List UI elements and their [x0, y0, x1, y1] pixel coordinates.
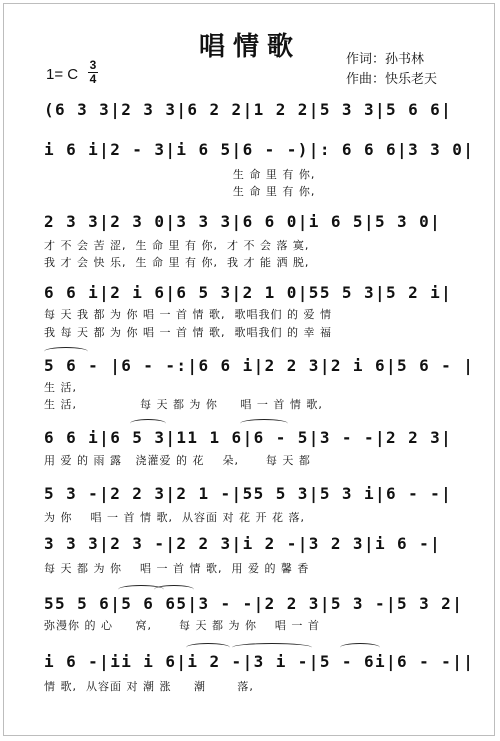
time-signature	[88, 60, 98, 85]
notation-line-5: 5 6 - |6 - -:|6 6 i|2 2 3|2 i 6|5 6 - |	[44, 356, 475, 375]
slur-mark	[240, 419, 288, 428]
slur-mark	[130, 419, 166, 428]
notation-line-3: 2 3 3|2 3 0|3 3 3|6 6 0|i 6 5|5 3 0|	[44, 212, 442, 231]
lyric-line-4a: 每 天 我 都 为 你 唱 一 首 情 歌, 歌唱我们 的 爱 情	[44, 308, 332, 321]
notation-line-9: 55 5 6|5 6 65|3 - -|2 2 3|5 3 -|5 3 2|	[44, 594, 464, 613]
notation-line-10: i 6 -|ii i 6|i 2 -|3 i -|5 - 6i|6 - -||	[44, 652, 475, 671]
lyric-line-9: 弥漫你 的 心 窝, 每 天 都 为 你 唱 一 首	[44, 619, 320, 632]
notation-line-2: i 6 i|2 - 3|i 6 5|6 - -)|: 6 6 6|3 3 0|	[44, 140, 475, 159]
lyric-line-2b: 生 命 里 有 你,	[44, 185, 316, 198]
slur-mark	[154, 585, 194, 594]
notation-line-4: 6 6 i|2 i 6|6 5 3|2 1 0|55 5 3|5 2 i|	[44, 283, 453, 302]
lyricist-credit: 作词：孙书林	[346, 52, 425, 67]
slur-mark	[340, 643, 380, 652]
lyric-line-3a: 才 不 会 苦 涩, 生 命 里 有 你, 才 不 会 落 寞,	[44, 239, 310, 252]
meter-top: 3	[89, 58, 97, 72]
song-title: 唱情歌	[198, 32, 301, 62]
lyric-line-3b: 我 才 会 快 乐, 生 命 里 有 你, 我 才 能 洒 脱,	[44, 256, 310, 269]
notation-line-1: (6 3 3|2 3 3|6 2 2|1 2 2|5 3 3|5 6 6|	[44, 100, 453, 119]
slur-mark	[186, 643, 230, 652]
slur-mark	[44, 347, 88, 356]
composer-credit: 作曲：快乐老天	[346, 72, 438, 87]
lyric-line-10: 情 歌, 从容面 对 潮 涨 潮 落,	[44, 680, 254, 693]
key-signature: 1= C	[46, 66, 79, 83]
lyric-line-6: 用 爱 的 雨 露 浇灌爱 的 花 朵, 每 天 都	[44, 454, 311, 467]
meter-bottom: 4	[89, 72, 97, 86]
slur-mark	[232, 643, 312, 652]
lyric-line-2a: 生 命 里 有 你,	[44, 168, 316, 181]
lyric-line-5a: 生 活,	[44, 381, 77, 394]
notation-line-7: 5 3 -|2 2 3|2 1 -|55 5 3|5 3 i|6 - -|	[44, 484, 453, 503]
lyric-line-7: 为 你 唱 一 首 情 歌, 从容面 对 花 开 花 落,	[44, 511, 305, 524]
lyric-line-4b: 我 每 天 都 为 你 唱 一 首 情 歌, 歌唱我们 的 幸 福	[44, 326, 332, 339]
notation-line-6: 6 6 i|6 5 3|11 1 6|6 - 5|3 - -|2 2 3|	[44, 428, 453, 447]
lyric-line-8: 每 天 都 为 你 唱 一 首 情 歌, 用 爱 的 馨 香	[44, 562, 310, 575]
lyric-line-5b: 生 活, 每 天 都 为 你 唱 一 首 情 歌,	[44, 398, 323, 411]
notation-line-8: 3 3 3|2 3 -|2 2 3|i 2 -|3 2 3|i 6 -|	[44, 534, 442, 553]
